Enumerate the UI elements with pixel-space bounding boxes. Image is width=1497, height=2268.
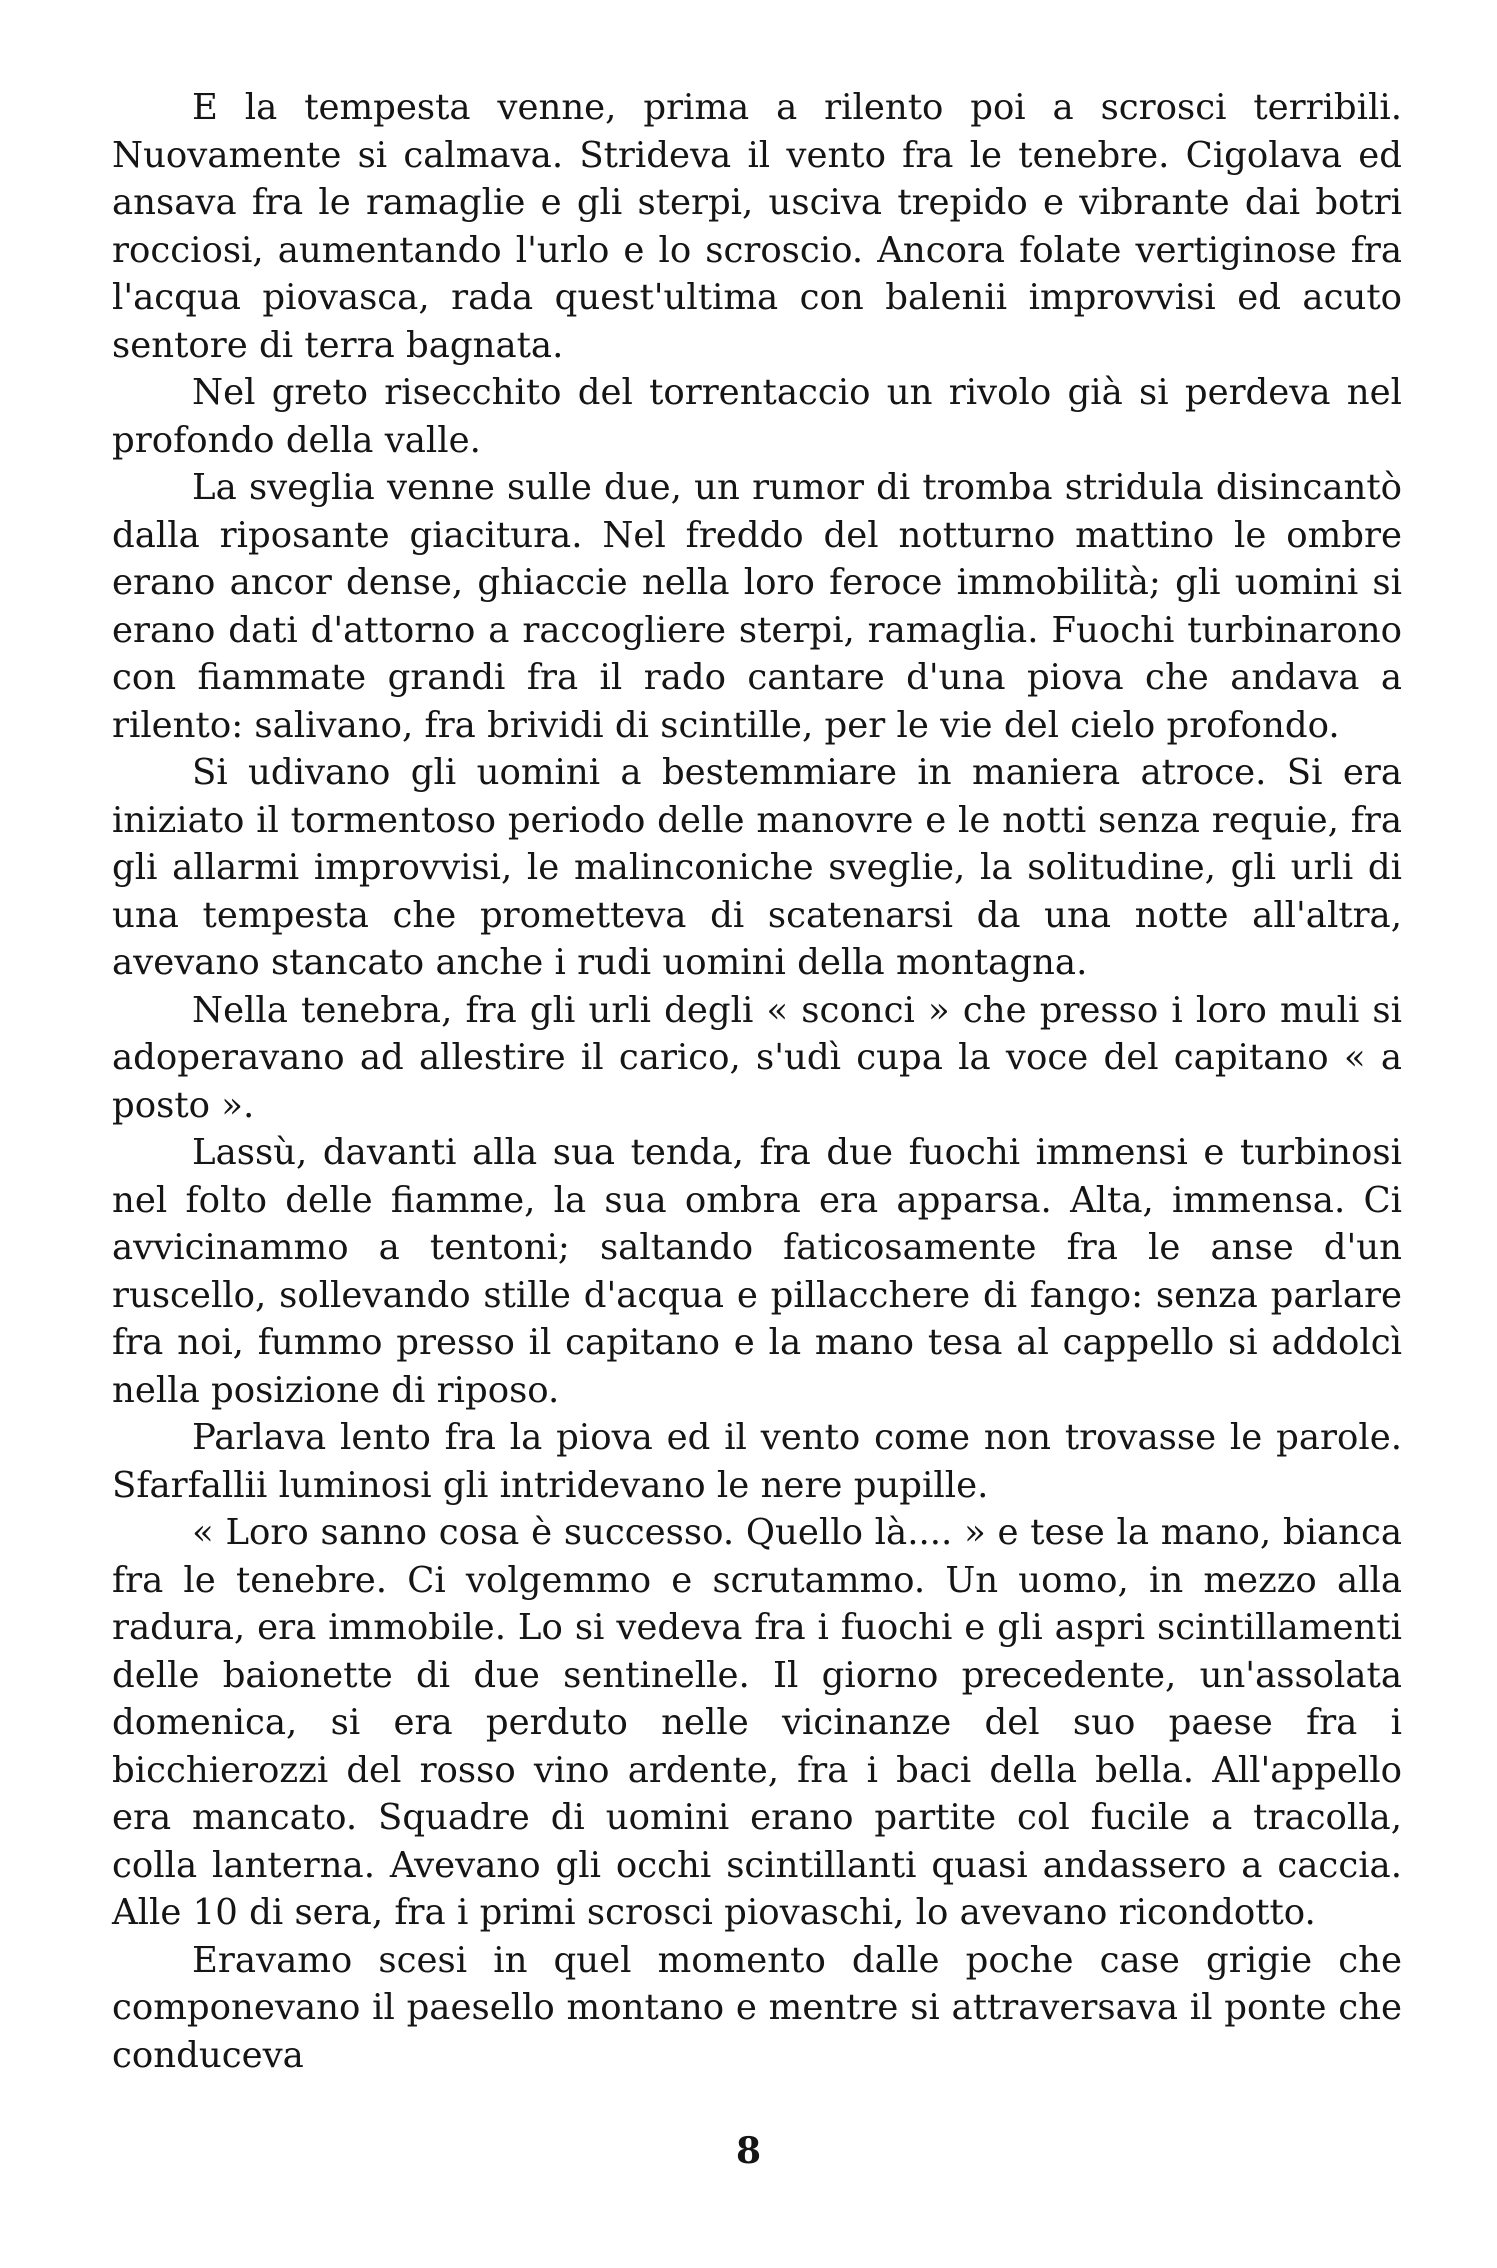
paragraph: La sveglia venne sulle due, un rumor di tromba stridula disincantò dalla riposante giacitura. Nel freddo del notturno mattino le ombre erano ancor dense, ghiaccie nella loro feroce immobilità; gli uomini si erano dati d'attorno a raccogliere sterpi, ramaglia. Fuochi turbinarono con fiammate grandi fra il rado cantare d'una piova che andava a rilento: salivano, fra brividi di scintille, per le vie del cielo profondo. [112,467,1402,746]
body-text [112,84,1402,2079]
paragraph: Parlava lento fra la piova ed il vento come non trovasse le parole. Sfarfallii luminosi gli intridevano le nere pupille. [112,1417,1402,1506]
paragraph: Si udivano gli uomini a bestemmiare in maniera atroce. Si era iniziato il tormentoso periodo delle manovre e le notti senza requie, fra gli allarmi improvvisi, le malinconiche sveglie, la solitudine, gli urli di una tempesta che prometteva di scatenarsi da una notte all'altra, avevano stancato anche i rudi uomini della montagna. [112,752,1402,983]
paragraph: Lassù, davanti alla sua tenda, fra due fuochi immensi e turbinosi nel folto delle fiamme, la sua ombra era apparsa. Alta, immensa. Ci avvicinammo a tentoni; saltando faticosamente fra le anse d'un ruscello, sollevando stille d'acqua e pillacchere di fango: senza parlare fra noi, fummo presso il capitano e la mano tesa al cappello si addolcì nella posizione di riposo. [112,1132,1402,1411]
paragraph: Nella tenebra, fra gli urli degli « sconci » che presso i loro muli si adoperavano ad allestire il carico, s'udì cupa la voce del capitano « a posto ». [112,989,1402,1126]
paragraph: E la tempesta venne, prima a rilento poi a scrosci terribili. Nuovamente si calmava. Strideva il vento fra le tenebre. Cigolava ed ansava fra le ramaglie e gli sterpi, usciva trepido e vibrante dai botri rocciosi, aumentando l'urlo e lo scroscio. Ancora folate vertiginose fra l'acqua piovasca, rada quest'ultima con balenii improvvisi ed acuto sentore di terra bagnata. [112,87,1402,366]
page-number: 8 [735,2130,762,2172]
paragraph: Eravamo scesi in quel momento dalle poche case grigie che componevano il paesello montano e mentre si attraversava il ponte che conduceva [112,1939,1402,2076]
paragraph: Nel greto risecchito del torrentaccio un rivolo già si perdeva nel profondo della valle. [112,372,1402,461]
paragraph: « Loro sanno cosa è successo. Quello là.... » e tese la mano, bianca fra le tenebre. Ci volgemmo e scrutammo. Un uomo, in mezzo alla radura, era immobile. Lo si vedeva fra i fuochi e gli aspri scintillamenti delle baionette di due sentinelle. Il giorno precedente, un'assolata domenica, si era perduto nelle vicinanze del suo paese fra i bicchierozzi del rosso vino ardente, fra i baci della bella. All'appello era mancato. Squadre di uomini erano partite col fucile a tracolla, colla lanterna. Avevano gli occhi scintillanti quasi andassero a caccia. Alle 10 di sera, fra i primi scrosci piovaschi, lo avevano ricondotto. [112,1512,1402,1933]
